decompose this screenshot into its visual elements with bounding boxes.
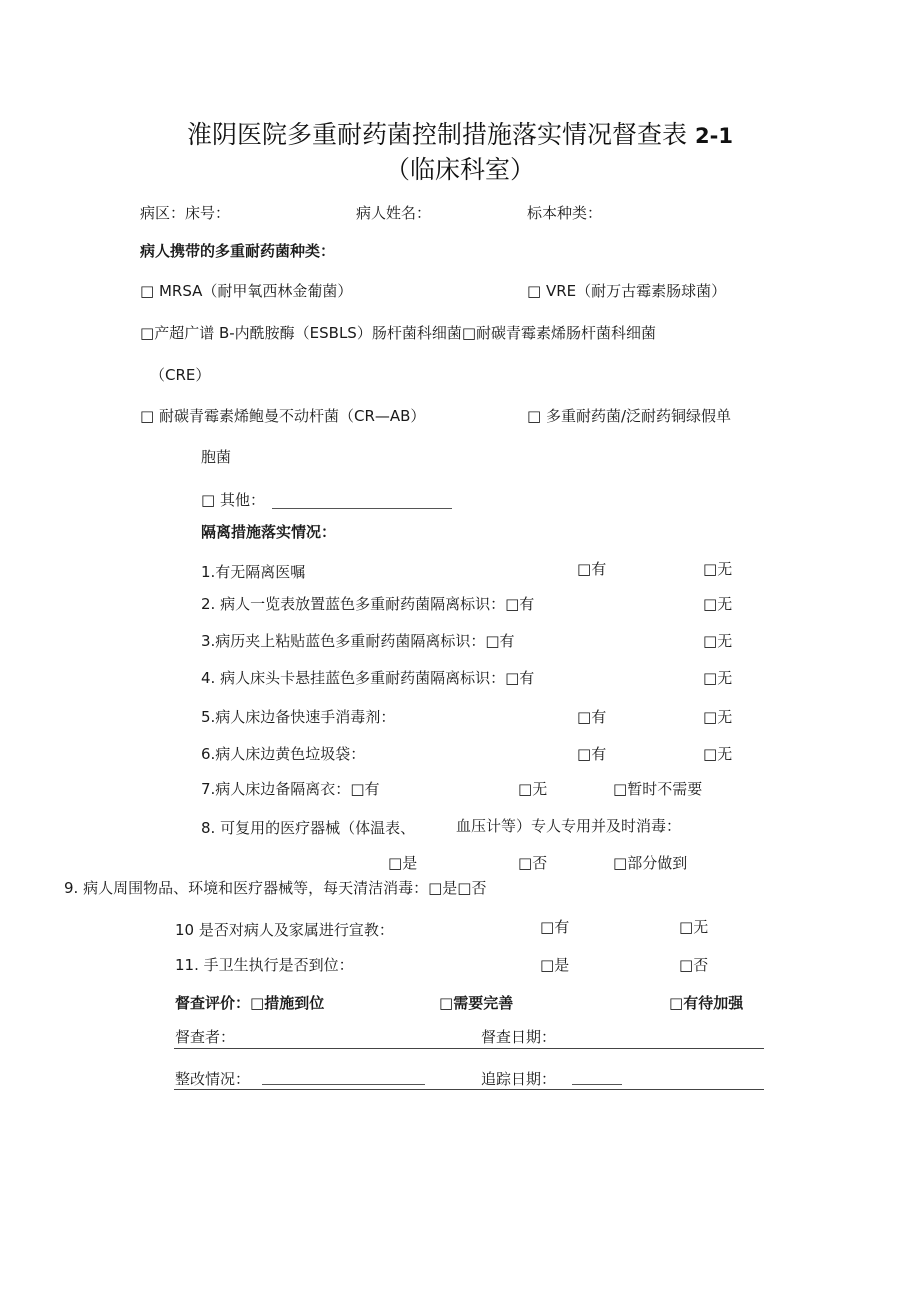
q8-yes[interactable] <box>388 853 417 873</box>
q1-yes-label: 有 <box>591 560 607 578</box>
page-title <box>0 118 920 153</box>
followup-date-label: 追踪日期： <box>481 1070 557 1088</box>
q3-row <box>201 631 515 651</box>
q2-no-checkbox[interactable] <box>703 595 717 613</box>
q9-no-label: 否 <box>471 879 487 897</box>
q8-yes-checkbox[interactable] <box>388 854 402 872</box>
q8-no[interactable] <box>518 853 547 873</box>
q5-no-checkbox[interactable] <box>703 708 717 726</box>
page-subtitle: （临床科室） <box>384 155 535 184</box>
crab-option[interactable] <box>140 406 425 426</box>
q10-yes-label: 有 <box>554 918 570 936</box>
q11-yes-label: 是 <box>554 956 570 974</box>
q4-yes-checkbox[interactable] <box>505 669 519 687</box>
q3-no-checkbox[interactable] <box>703 632 717 650</box>
q6-label: 6.病人床边黄色垃圾袋： <box>201 745 366 763</box>
q2-yes-label: 有 <box>519 595 535 613</box>
q8-label-a: 8. 可复用的医疗器械（体温表、 <box>201 819 416 837</box>
q3-yes-checkbox[interactable] <box>485 632 499 650</box>
q3-yes-label: 有 <box>499 632 515 650</box>
q6-no-label: 无 <box>717 745 733 763</box>
q5-yes-checkbox[interactable] <box>577 708 591 726</box>
q5-no[interactable] <box>703 707 732 727</box>
crab-checkbox[interactable] <box>140 407 154 425</box>
q10-label: 10 是否对病人及家属进行宣教： <box>175 921 394 939</box>
q6-yes-checkbox[interactable] <box>577 745 591 763</box>
q7-not-needed-label: 暂时不需要 <box>627 780 703 798</box>
inspector-label: 督查者： <box>175 1028 236 1046</box>
q1-no[interactable] <box>703 559 732 579</box>
esbls-cre-line <box>140 323 656 343</box>
title-main: 淮阴医院多重耐药菌控制措施落实情况督查表 <box>187 120 688 149</box>
q11-yes-checkbox[interactable] <box>540 956 554 974</box>
isolation-heading: 隔离措施落实情况： <box>201 523 337 541</box>
q7-not-needed[interactable] <box>613 779 702 799</box>
q9-yes-label: 是 <box>442 879 458 897</box>
q6-no[interactable] <box>703 744 732 764</box>
q6-yes[interactable] <box>577 744 606 764</box>
other-option[interactable] <box>201 490 265 510</box>
q11-no-label: 否 <box>693 956 709 974</box>
q10-no[interactable] <box>679 917 708 937</box>
q8-partial[interactable] <box>613 853 687 873</box>
evaluation-label: 督查评价： <box>175 994 251 1012</box>
q7-no-checkbox[interactable] <box>518 780 532 798</box>
q7-not-needed-checkbox[interactable] <box>613 780 627 798</box>
q1-no-label: 无 <box>717 560 733 578</box>
q2-row <box>201 594 534 614</box>
mdr-label-cont: 胞菌 <box>201 448 232 466</box>
q4-no-label: 无 <box>717 669 733 687</box>
eval-opt2[interactable] <box>439 993 513 1013</box>
eval-opt1-checkbox[interactable] <box>250 994 264 1012</box>
eval-opt2-label: 需要完善 <box>453 994 514 1012</box>
q7-row <box>201 779 380 799</box>
followup-date-input-line[interactable] <box>572 1084 622 1085</box>
q11-label: 11. 手卫生执行是否到位： <box>175 956 354 974</box>
q4-row <box>201 668 534 688</box>
vre-option[interactable] <box>527 281 726 301</box>
cre-abbrev: （CRE） <box>150 366 211 384</box>
q8-no-label: 否 <box>532 854 548 872</box>
q7-no[interactable] <box>518 779 547 799</box>
q11-no-checkbox[interactable] <box>679 956 693 974</box>
title-code: 2-1 <box>695 124 733 148</box>
q6-no-checkbox[interactable] <box>703 745 717 763</box>
mrsa-checkbox[interactable] <box>140 282 154 300</box>
q5-label: 5.病人床边备快速手消毒剂： <box>201 708 396 726</box>
mdr-checkbox[interactable] <box>527 407 541 425</box>
q9-yes-checkbox[interactable] <box>428 879 442 897</box>
eval-opt3-label: 有待加强 <box>683 994 744 1012</box>
q9-row <box>64 878 487 898</box>
q5-no-label: 无 <box>717 708 733 726</box>
patient-name-label: 病人姓名： <box>356 204 432 222</box>
inspector-line[interactable] <box>174 1048 764 1049</box>
q3-label: 3.病历夹上粘贴蓝色多重耐药菌隔离标识： <box>201 632 486 650</box>
rectification-label: 整改情况： <box>175 1070 251 1088</box>
q8-no-checkbox[interactable] <box>518 854 532 872</box>
q10-no-label: 无 <box>693 918 709 936</box>
q7-yes-checkbox[interactable] <box>350 780 364 798</box>
q2-yes-checkbox[interactable] <box>505 595 519 613</box>
rectification-input-line[interactable] <box>262 1084 425 1085</box>
q6-yes-label: 有 <box>591 745 607 763</box>
mdr-label: 多重耐药菌/泛耐药铜绿假单 <box>545 407 732 425</box>
q5-yes[interactable] <box>577 707 606 727</box>
mrsa-label: MRSA（耐甲氧西林金葡菌） <box>158 282 353 300</box>
q7-yes-label: 有 <box>364 780 380 798</box>
q11-no[interactable] <box>679 955 708 975</box>
mdr-option[interactable] <box>527 406 731 426</box>
q2-no[interactable] <box>703 594 732 614</box>
q4-yes-label: 有 <box>519 669 535 687</box>
esbls-checkbox[interactable] <box>140 324 154 342</box>
q1-no-checkbox[interactable] <box>703 560 717 578</box>
q5-yes-label: 有 <box>591 708 607 726</box>
q10-no-checkbox[interactable] <box>679 918 693 936</box>
organisms-heading: 病人携带的多重耐药菌种类： <box>140 242 336 260</box>
specimen-type-label: 标本种类： <box>527 204 603 222</box>
q1-yes-checkbox[interactable] <box>577 560 591 578</box>
cre-checkbox[interactable] <box>462 324 476 342</box>
q2-no-label: 无 <box>717 595 733 613</box>
q10-yes-checkbox[interactable] <box>540 918 554 936</box>
q7-no-label: 无 <box>532 780 548 798</box>
vre-checkbox[interactable] <box>527 282 541 300</box>
q3-no-label: 无 <box>717 632 733 650</box>
eval-opt1-label: 措施到位 <box>264 994 325 1012</box>
q3-no[interactable] <box>703 631 732 651</box>
q10-yes[interactable] <box>540 917 569 937</box>
q1-label: 1.有无隔离医嘱 <box>201 563 306 581</box>
footer-bottom-line <box>174 1089 764 1090</box>
eval-opt2-checkbox[interactable] <box>439 994 453 1012</box>
q8-yes-label: 是 <box>402 854 418 872</box>
other-checkbox[interactable] <box>201 491 215 509</box>
vre-label: VRE（耐万古霉素肠球菌） <box>545 282 727 300</box>
inspect-date-label: 督查日期： <box>481 1028 557 1046</box>
q4-no[interactable] <box>703 668 732 688</box>
esbls-label: 产超广谱 B-内酰胺酶（ESBLS）肠杆菌科细菌 <box>154 324 462 342</box>
q9-no-checkbox[interactable] <box>457 879 471 897</box>
q1-yes[interactable] <box>577 559 606 579</box>
q4-no-checkbox[interactable] <box>703 669 717 687</box>
q9-label: 9. 病人周围物品、环境和医疗器械等，每天清洁消毒： <box>64 879 429 897</box>
q7-label: 7.病人床边备隔离衣： <box>201 780 351 798</box>
other-input-line[interactable] <box>272 508 452 509</box>
q2-label: 2. 病人一览表放置蓝色多重耐药菌隔离标识： <box>201 595 506 613</box>
q8-partial-label: 部分做到 <box>627 854 688 872</box>
crab-label: 耐碳青霉素烯鲍曼不动杆菌（CR—AB） <box>158 407 426 425</box>
cre-label: 耐碳青霉素烯肠杆菌科细菌 <box>476 324 657 342</box>
ward-bed-label: 病区：床号： <box>140 204 231 222</box>
mrsa-option[interactable] <box>140 281 352 301</box>
q8-label-b: 血压计等）专人专用并及时消毒： <box>456 817 682 835</box>
evaluation-row <box>175 993 324 1013</box>
eval-opt3[interactable] <box>669 993 743 1013</box>
other-label: 其他： <box>219 491 265 509</box>
q8-partial-checkbox[interactable] <box>613 854 627 872</box>
q4-label: 4. 病人床头卡悬挂蓝色多重耐药菌隔离标识： <box>201 669 506 687</box>
q11-yes[interactable] <box>540 955 569 975</box>
eval-opt3-checkbox[interactable] <box>669 994 683 1012</box>
